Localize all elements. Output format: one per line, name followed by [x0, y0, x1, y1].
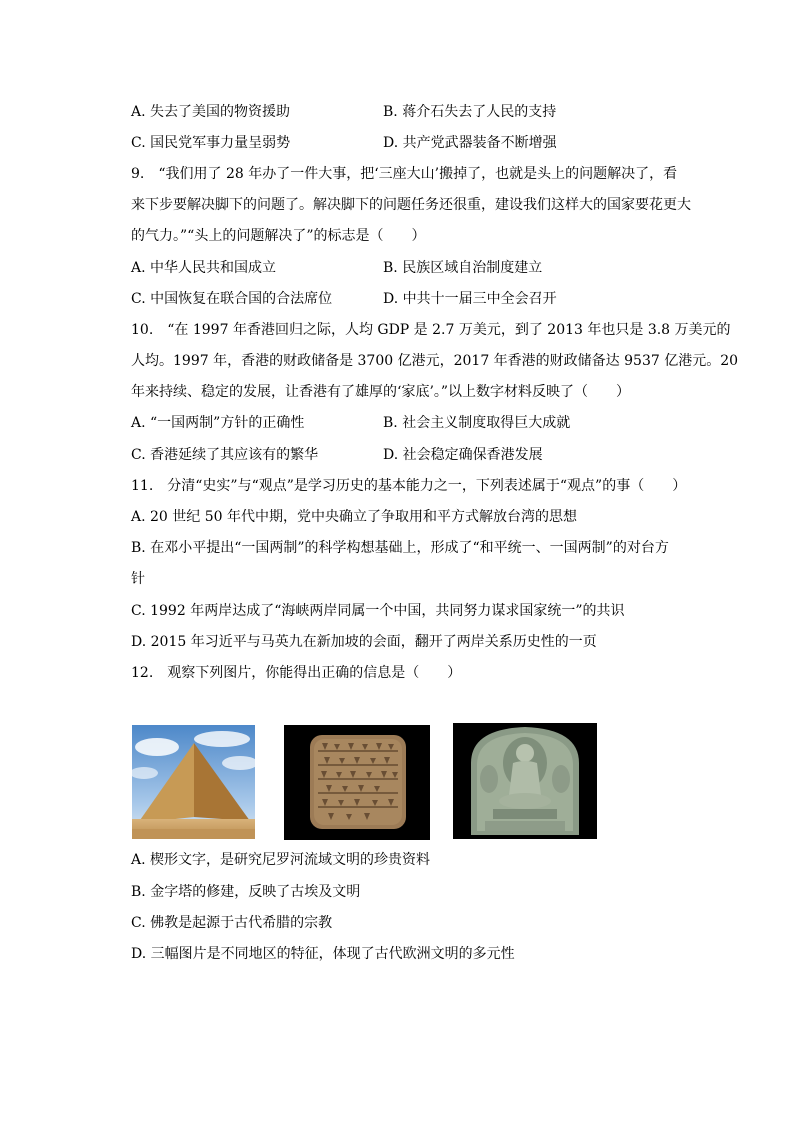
q9-option-c: C. 中国恢复在联合国的合法席位 — [131, 291, 333, 307]
q11-stem-line1: 11. 分清“史实”与“观点”是学习历史的基本能力之一，下列表述属于“观点”的事（ ） — [131, 478, 687, 494]
q11-option-c: C. 1992 年两岸达成了“海峡两岸同属一个中国，共同努力谋求国家统一”的共识 — [131, 603, 625, 619]
q9-stem-line1: 9. “我们用了 28 年办了一件大事，把‘三座大山’搬掉了，也就是头上的问题解决了，看 — [131, 166, 678, 182]
q8-option-c: C. 国民党军事力量呈弱势 — [131, 135, 291, 151]
q10-option-c: C. 香港延续了其应该有的繁华 — [131, 447, 319, 463]
buddha-stele-image — [453, 723, 597, 839]
q11-option-b-line2: 针 — [131, 571, 145, 587]
q9-stem-line3: 的气力。”“头上的问题解决了”的标志是（ ） — [131, 228, 426, 244]
q11-option-b-line1: B. 在邓小平提出“一国两制”的科学构想基础上，形成了“和平统一、一国两制”的对台方 — [131, 540, 669, 556]
q12-option-a: A. 楔形文字，是研究尼罗河流域文明的珍贵资料 — [131, 852, 431, 868]
q11-option-a: A. 20 世纪 50 年代中期，党中央确立了争取用和平方式解放台湾的思想 — [131, 509, 577, 525]
q9-option-d: D. 中共十一届三中全会召开 — [383, 291, 557, 307]
pyramid-image — [132, 725, 255, 839]
q10-option-b: B. 社会主义制度取得巨大成就 — [383, 415, 571, 431]
q8-option-b: B. 蒋介石失去了人民的支持 — [383, 104, 557, 120]
q10-option-d: D. 社会稳定确保香港发展 — [383, 447, 543, 463]
q12-option-b: B. 金字塔的修建，反映了古埃及文明 — [131, 884, 361, 900]
q12-option-d: D. 三幅图片是不同地区的特征，体现了古代欧洲文明的多元性 — [131, 946, 515, 962]
q12-option-c: C. 佛教是起源于古代希腊的宗教 — [131, 915, 333, 931]
q8-option-a: A. 失去了美国的物资援助 — [131, 104, 291, 120]
q9-option-b: B. 民族区域自治制度建立 — [383, 260, 543, 276]
q8-option-d: D. 共产党武器装备不断增强 — [383, 135, 557, 151]
q10-stem-line2: 人均。1997 年，香港的财政储备是 3700 亿港元，2017 年香港的财政储备达 9537 亿港元。20 — [131, 353, 739, 369]
q10-option-a: A. “一国两制”方针的正确性 — [131, 415, 305, 431]
q10-stem-line1: 10. “在 1997 年香港回归之际，人均 GDP 是 2.7 万美元，到了 2013 年也只是 3.8 万美元的 — [131, 322, 731, 338]
q12-stem-line1: 12. 观察下列图片，你能得出正确的信息是（ ） — [131, 665, 462, 681]
cuneiform-tablet-image — [284, 725, 430, 840]
q9-stem-line2: 来下步要解决脚下的问题了。解决脚下的问题任务还很重，建设我们这样大的国家要花更大 — [131, 197, 691, 213]
q9-option-a: A. 中华人民共和国成立 — [131, 260, 277, 276]
q10-stem-line3: 年来持续、稳定的发展，让香港有了雄厚的‘家底’。”以上数字材料反映了（ ） — [131, 384, 631, 400]
q11-option-d: D. 2015 年习近平与马英九在新加坡的会面，翻开了两岸关系历史性的一页 — [131, 634, 597, 650]
